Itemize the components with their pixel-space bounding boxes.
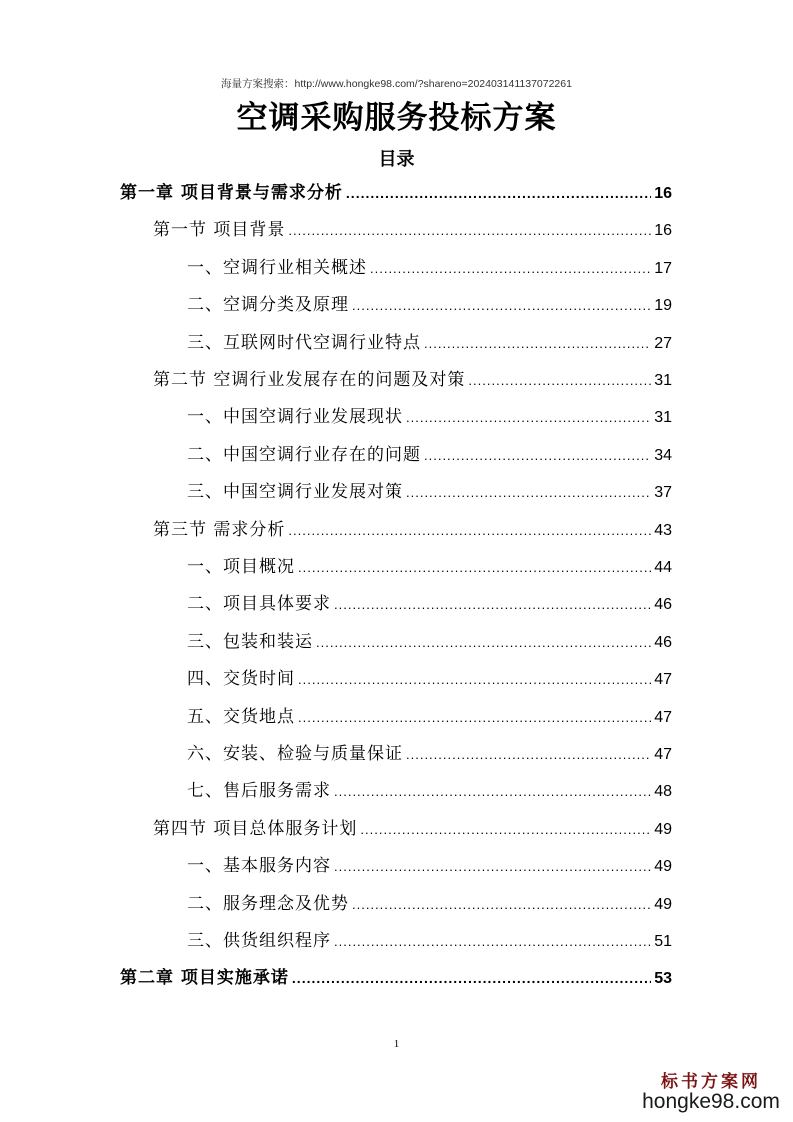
toc-dot-leader	[468, 365, 651, 396]
toc-entry-page: 31	[654, 409, 672, 427]
toc-section-entry[interactable]	[153, 365, 672, 395]
toc-entry-label: 第三节 需求分析	[153, 519, 286, 540]
toc-entry-page: 16	[654, 185, 672, 202]
toc-entry-page: 47	[654, 708, 672, 726]
toc-dot-leader	[360, 814, 651, 845]
toc-subsection-entry[interactable]	[187, 552, 672, 582]
toc-subsection-entry[interactable]	[187, 776, 672, 806]
toc-dot-leader	[316, 627, 651, 658]
toc-chapter-entry[interactable]	[120, 963, 672, 993]
toc-entry-page: 47	[654, 746, 672, 763]
toc-entry-page: 51	[654, 933, 672, 950]
toc-dot-leader	[346, 178, 651, 208]
toc-subsection-entry[interactable]	[187, 851, 672, 881]
toc-entry-page: 37	[654, 484, 672, 502]
toc-dot-leader	[334, 851, 651, 882]
toc-dot-leader	[352, 889, 651, 920]
toc-entry-label: 三、供货组织程序	[187, 931, 331, 951]
toc-subsection-entry[interactable]	[187, 402, 672, 432]
toc-subsection-entry[interactable]	[187, 702, 672, 732]
toc-entry-page: 53	[654, 970, 672, 988]
toc-subsection-entry[interactable]	[187, 253, 672, 283]
toc-entry-page: 27	[654, 334, 672, 352]
toc-dot-leader	[292, 963, 651, 993]
toc-dot-leader	[406, 477, 651, 508]
watermark-url: hongke98.com	[642, 1090, 780, 1113]
toc-dot-leader	[298, 664, 651, 695]
toc-dot-leader	[298, 702, 651, 733]
toc-entry-page: 48	[654, 783, 672, 801]
toc-section-entry[interactable]	[153, 215, 672, 245]
toc-subsection-entry[interactable]	[187, 627, 672, 657]
toc-entry-label: 一、空调行业相关概述	[187, 257, 367, 278]
toc-entry-label: 第二章 项目实施承诺	[120, 968, 289, 989]
toc-entry-label: 六、安装、检验与质量保证	[187, 744, 403, 764]
toc-entry-label: 一、项目概况	[187, 557, 295, 577]
toc-entry-label: 一、基本服务内容	[187, 856, 331, 877]
watermark-logo	[641, 1067, 781, 1114]
toc-entry-label: 第一节 项目背景	[153, 220, 286, 241]
toc-entry-page: 31	[654, 372, 672, 389]
toc-dot-leader	[406, 739, 651, 770]
toc-subsection-entry[interactable]	[187, 664, 672, 694]
toc-entry-label: 第二节 空调行业发展存在的问题及对策	[153, 370, 466, 390]
toc-subsection-entry[interactable]	[187, 290, 672, 320]
toc-section-entry[interactable]	[153, 515, 672, 545]
toc-heading: 目录	[378, 149, 415, 170]
toc-entry-label: 一、中国空调行业发展现状	[187, 407, 403, 428]
toc-subsection-entry[interactable]	[187, 589, 672, 619]
toc-dot-leader	[406, 402, 651, 433]
toc-entry-label: 三、包装和装运	[187, 631, 313, 652]
toc-entry-label: 四、交货时间	[187, 669, 295, 690]
toc-entry-page: 34	[654, 446, 672, 464]
toc-entry-label: 三、中国空调行业发展对策	[187, 482, 403, 503]
header-search-text: 海量方案搜索：http://www.hongke98.com/?shareno=202403141137072261	[221, 78, 572, 90]
toc-subsection-entry[interactable]	[187, 926, 672, 956]
toc-entry-page: 47	[654, 671, 672, 689]
toc-entry-label: 第四节 项目总体服务计划	[153, 818, 358, 839]
toc-entry-label: 二、服务理念及优势	[187, 893, 349, 914]
toc-entry-page: 43	[654, 521, 672, 539]
document-title: 空调采购服务投标方案	[236, 100, 557, 136]
toc-entry-page: 49	[654, 820, 672, 838]
toc-entry-page: 49	[654, 895, 672, 913]
toc-entry-label: 二、中国空调行业存在的问题	[187, 444, 421, 465]
toc-entry-page: 16	[654, 222, 672, 240]
toc-entry-page: 17	[654, 259, 672, 277]
toc-dot-leader	[288, 215, 651, 246]
toc-dot-leader	[288, 515, 651, 546]
toc-dot-leader	[298, 552, 651, 583]
toc-dot-leader	[370, 253, 651, 284]
toc-entry-label: 二、空调分类及原理	[187, 295, 349, 316]
toc-dot-leader	[334, 589, 651, 620]
toc-entry-label: 五、交货地点	[187, 706, 295, 727]
toc-entry-page: 44	[654, 559, 672, 576]
page-number: 1	[393, 1038, 400, 1050]
toc-entry-page: 46	[654, 596, 672, 614]
toc-entry-page: 49	[654, 858, 672, 876]
toc-section-entry[interactable]	[153, 814, 672, 844]
toc-chapter-entry[interactable]	[120, 178, 672, 208]
toc-subsection-entry[interactable]	[187, 739, 672, 769]
toc-entry-label: 三、互联网时代空调行业特点	[187, 332, 421, 353]
toc-dot-leader	[424, 328, 651, 359]
toc-subsection-entry[interactable]	[187, 477, 672, 507]
toc-entry-label: 七、售后服务需求	[187, 781, 331, 802]
toc-subsection-entry[interactable]	[187, 440, 672, 470]
toc-dot-leader	[424, 440, 651, 471]
toc-entry-label: 二、项目具体要求	[187, 594, 331, 615]
toc-dot-leader	[352, 290, 651, 321]
toc-entry-page: 46	[654, 633, 672, 651]
toc-subsection-entry[interactable]	[187, 889, 672, 919]
toc-entry-page: 19	[654, 297, 672, 315]
watermark-name: 标书方案网	[661, 1072, 761, 1092]
toc-dot-leader	[334, 926, 651, 957]
toc-entry-label: 第一章 项目背景与需求分析	[120, 183, 343, 203]
toc-subsection-entry[interactable]	[187, 328, 672, 358]
toc-dot-leader	[334, 776, 651, 807]
